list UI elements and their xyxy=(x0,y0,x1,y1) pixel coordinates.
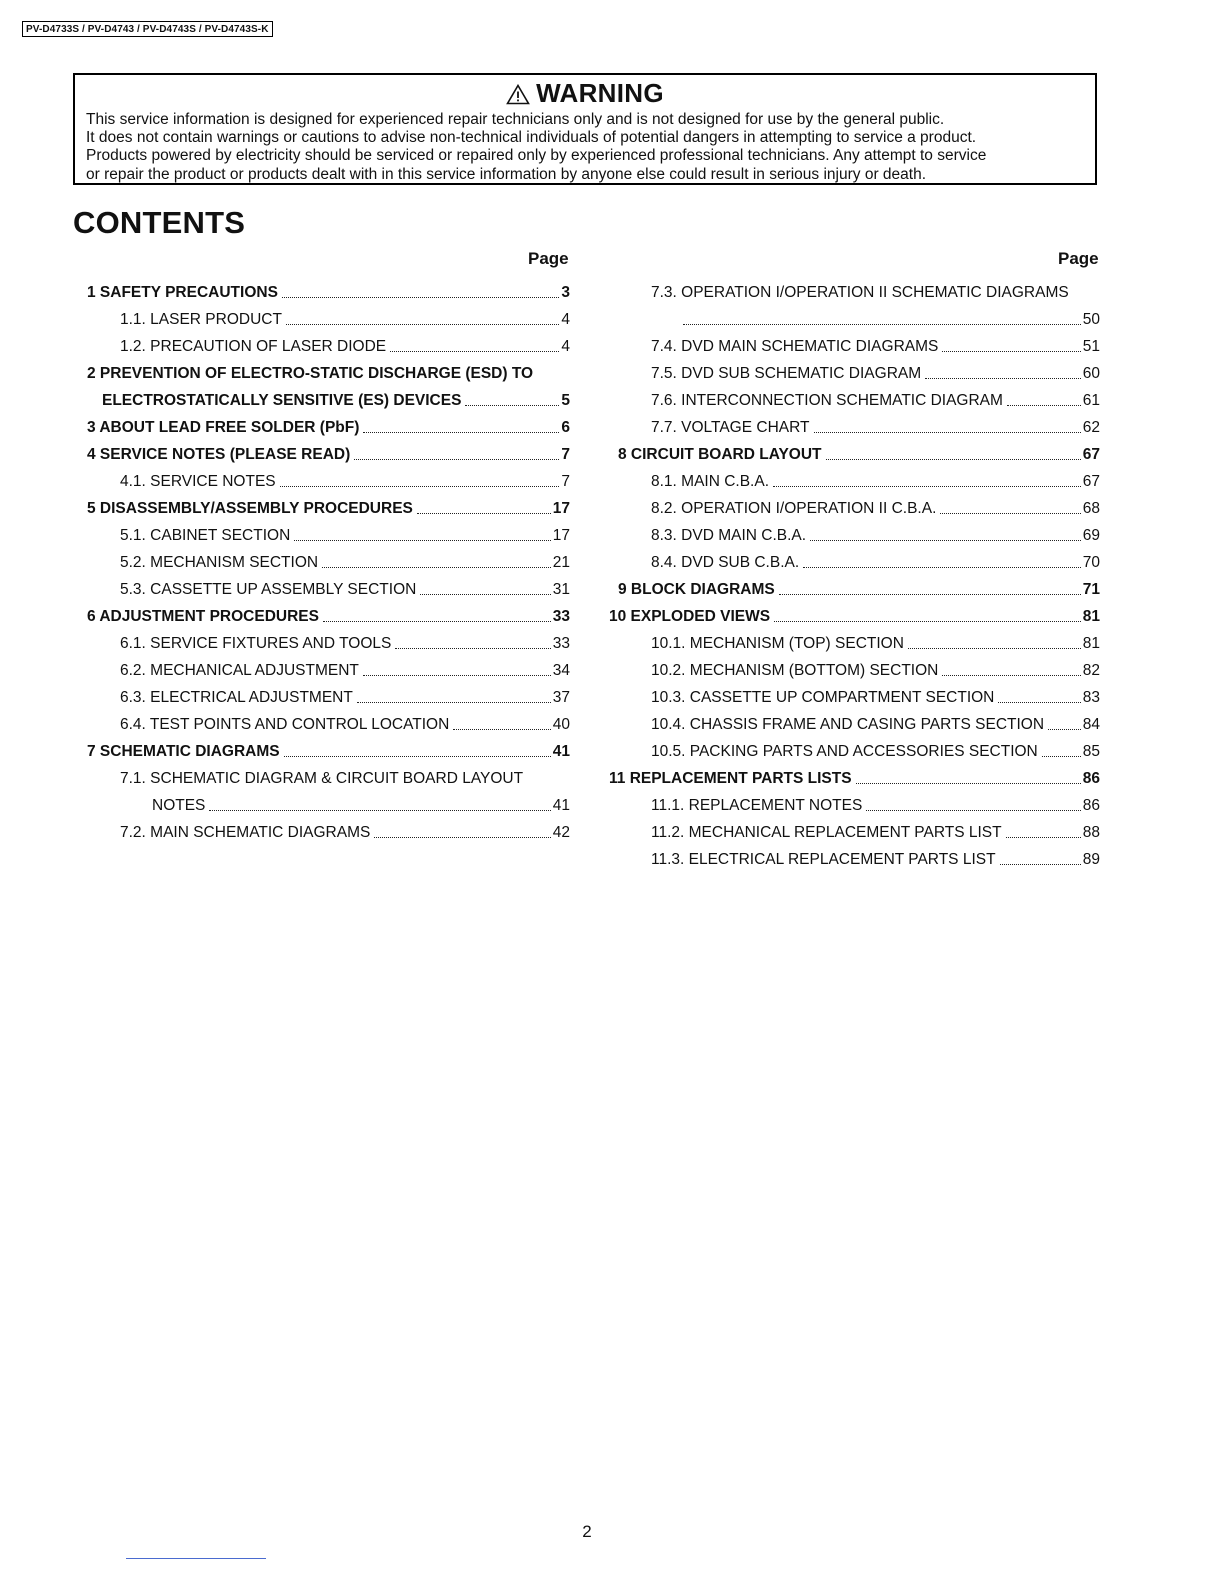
toc-entry-page: 71 xyxy=(1082,580,1100,598)
toc-entry[interactable] xyxy=(618,576,1100,603)
toc-entry[interactable] xyxy=(87,495,570,522)
toc-entry[interactable] xyxy=(651,846,1100,873)
toc-entry-page: 34 xyxy=(552,661,570,679)
toc-entry[interactable] xyxy=(120,711,570,738)
toc-dot-leader xyxy=(280,486,560,487)
warning-title-text: WARNING xyxy=(536,78,664,108)
toc-entry-page: 86 xyxy=(1082,796,1100,814)
toc-dot-leader xyxy=(856,783,1081,784)
toc-entry-label: 6.1. SERVICE FIXTURES AND TOOLS xyxy=(120,634,392,652)
toc-entry-page: 68 xyxy=(1082,499,1100,517)
toc-entry-page: 21 xyxy=(552,553,570,571)
toc-entry-page: 31 xyxy=(552,580,570,598)
toc-dot-leader xyxy=(1007,405,1081,406)
toc-entry-label: 11.2. MECHANICAL REPLACEMENT PARTS LIST xyxy=(651,823,1002,841)
toc-entry-label: 6 ADJUSTMENT PROCEDURES xyxy=(87,607,319,625)
toc-dot-leader xyxy=(998,702,1080,703)
toc-entry-label: 10 EXPLODED VIEWS xyxy=(609,607,771,625)
toc-dot-leader xyxy=(395,648,550,649)
toc-entry[interactable] xyxy=(120,684,570,711)
warning-text xyxy=(75,108,1095,184)
toc-entry-label: 1 SAFETY PRECAUTIONS xyxy=(87,283,278,301)
toc-entry[interactable] xyxy=(87,414,570,441)
page-column-label-left: Page xyxy=(528,249,569,268)
toc-entry-page: 6 xyxy=(561,418,570,436)
toc-entry[interactable] xyxy=(609,603,1100,630)
toc-entry[interactable] xyxy=(651,738,1100,765)
toc-entry-label: 7.3. OPERATION I/OPERATION II SCHEMATIC DIAGRAMS xyxy=(651,283,1069,301)
toc-entry[interactable] xyxy=(683,306,1100,333)
warning-line: Products powered by electricity should be serviced or repaired only by experienced professional technicians. Any attempt to service xyxy=(86,147,987,165)
toc-entry[interactable] xyxy=(120,630,570,657)
toc-entry-label: 10.5. PACKING PARTS AND ACCESSORIES SECTION xyxy=(651,742,1038,760)
toc-entry[interactable] xyxy=(120,657,570,684)
toc-entry-label: 7.4. DVD MAIN SCHEMATIC DIAGRAMS xyxy=(651,337,939,355)
model-header: PV-D4733S / PV-D4743 / PV-D4743S / PV-D4743S-K xyxy=(22,21,273,37)
toc-dot-leader xyxy=(803,567,1081,568)
toc-entry-label: 5.3. CASSETTE UP ASSEMBLY SECTION xyxy=(120,580,417,598)
toc-entry[interactable] xyxy=(120,819,570,846)
toc-dot-leader xyxy=(363,675,551,676)
toc-entry-label: 10.3. CASSETTE UP COMPARTMENT SECTION xyxy=(651,688,995,706)
toc-dot-leader xyxy=(374,837,550,838)
toc-entry-label: 8.2. OPERATION I/OPERATION II C.B.A. xyxy=(651,499,937,517)
toc-dot-leader xyxy=(390,351,559,352)
toc-entry-label: NOTES xyxy=(152,796,206,814)
toc-dot-leader xyxy=(284,756,551,757)
toc-entry-label: 7.6. INTERCONNECTION SCHEMATIC DIAGRAM xyxy=(651,391,1003,409)
toc-entry[interactable] xyxy=(651,414,1100,441)
toc-entry-page: 51 xyxy=(1082,337,1100,355)
toc-entry-label: 4 SERVICE NOTES (PLEASE READ) xyxy=(87,445,351,463)
toc-dot-leader xyxy=(942,351,1080,352)
toc-dot-leader xyxy=(465,405,559,406)
toc-entry-label: 7.7. VOLTAGE CHART xyxy=(651,418,810,436)
toc-dot-leader xyxy=(942,675,1080,676)
toc-entry-label: 7.1. SCHEMATIC DIAGRAM & CIRCUIT BOARD LAYOUT xyxy=(120,769,524,787)
toc-entry-label: 11.3. ELECTRICAL REPLACEMENT PARTS LIST xyxy=(651,850,996,868)
toc-entry[interactable] xyxy=(87,441,570,468)
toc-entry-page: 17 xyxy=(552,526,570,544)
toc-entry-page: 5 xyxy=(561,391,570,409)
toc-entry-page: 84 xyxy=(1082,715,1100,733)
toc-dot-leader xyxy=(810,540,1081,541)
toc-entry-page: 41 xyxy=(552,742,570,760)
toc-dot-leader xyxy=(282,297,559,298)
toc-entry-label: 10.4. CHASSIS FRAME AND CASING PARTS SECTION xyxy=(651,715,1045,733)
toc-dot-leader xyxy=(908,648,1081,649)
toc-entry-label: 4.1. SERVICE NOTES xyxy=(120,472,276,490)
toc-entry-page: 69 xyxy=(1082,526,1100,544)
toc-entry[interactable] xyxy=(152,792,570,819)
toc-entry-page: 61 xyxy=(1082,391,1100,409)
toc-entry-page: 50 xyxy=(1082,310,1100,328)
toc-entry-label: 1.1. LASER PRODUCT xyxy=(120,310,282,328)
toc-dot-leader xyxy=(779,594,1081,595)
toc-entry[interactable] xyxy=(102,387,570,414)
toc-dot-leader xyxy=(1048,729,1081,730)
toc-entry-page: 33 xyxy=(552,634,570,652)
toc-entry-label: 5.1. CABINET SECTION xyxy=(120,526,291,544)
toc-dot-leader xyxy=(209,810,550,811)
toc-entry[interactable] xyxy=(87,279,570,306)
warning-line: or repair the product or products dealt with in this service information by anyone else could result in serious injury or death. xyxy=(86,165,927,183)
toc-entry[interactable] xyxy=(120,333,570,360)
page-number: 2 xyxy=(582,1522,592,1541)
warning-line: This service information is designed for experienced repair technicians only and is not designed for use by the general public. xyxy=(86,111,945,128)
toc-entry-page: 81 xyxy=(1082,634,1100,652)
toc-dot-leader xyxy=(420,594,550,595)
toc-entry-page: 3 xyxy=(561,283,570,301)
toc-entry[interactable] xyxy=(651,387,1100,414)
toc-entry[interactable] xyxy=(651,333,1100,360)
toc-entry[interactable] xyxy=(651,360,1100,387)
toc-entry-label: 2 PREVENTION OF ELECTRO-STATIC DISCHARGE (ESD) TO xyxy=(87,364,534,382)
toc-entry-label: 7.5. DVD SUB SCHEMATIC DIAGRAM xyxy=(651,364,922,382)
toc-entry-page: 85 xyxy=(1082,742,1100,760)
footer-rule xyxy=(126,1558,266,1559)
toc-entry-label: 11 REPLACEMENT PARTS LISTS xyxy=(609,769,852,787)
toc-dot-leader xyxy=(1000,864,1081,865)
toc-dot-leader xyxy=(814,432,1081,433)
toc-dot-leader xyxy=(286,324,559,325)
toc-dot-leader xyxy=(354,459,559,460)
toc-dot-leader xyxy=(925,378,1081,379)
warning-box xyxy=(73,73,1097,185)
toc-entry-page: 7 xyxy=(561,445,570,463)
warning-triangle-icon xyxy=(506,84,530,105)
toc-entry[interactable] xyxy=(651,792,1100,819)
toc-entry[interactable] xyxy=(651,495,1100,522)
toc-dot-leader xyxy=(866,810,1080,811)
toc-entry[interactable] xyxy=(651,279,1100,306)
toc-entry-page: 70 xyxy=(1082,553,1100,571)
toc-entry-label: 8 CIRCUIT BOARD LAYOUT xyxy=(618,445,822,463)
toc-entry-page: 41 xyxy=(552,796,570,814)
toc-entry-label: 3 ABOUT LEAD FREE SOLDER (PbF) xyxy=(87,418,360,436)
toc-entry[interactable] xyxy=(609,765,1100,792)
toc-entry[interactable] xyxy=(651,711,1100,738)
toc-entry[interactable] xyxy=(651,819,1100,846)
toc-entry-page: 81 xyxy=(1082,607,1100,625)
toc-entry-page: 40 xyxy=(552,715,570,733)
toc-entry-label: 6.3. ELECTRICAL ADJUSTMENT xyxy=(120,688,353,706)
toc-entry-page: 67 xyxy=(1082,472,1100,490)
toc-entry-label: 5.2. MECHANISM SECTION xyxy=(120,553,319,571)
toc-dot-leader xyxy=(294,540,550,541)
toc-entry[interactable] xyxy=(120,522,570,549)
toc-entry-page: 89 xyxy=(1082,850,1100,868)
toc-dot-leader xyxy=(940,513,1080,514)
toc-dot-leader xyxy=(773,486,1081,487)
toc-entry-label: 8.4. DVD SUB C.B.A. xyxy=(651,553,800,571)
toc-dot-leader xyxy=(826,459,1081,460)
toc-entry-label: 10.2. MECHANISM (BOTTOM) SECTION xyxy=(651,661,939,679)
toc-dot-leader xyxy=(322,567,551,568)
toc-dot-leader xyxy=(1006,837,1081,838)
toc-entry-page: 62 xyxy=(1082,418,1100,436)
toc-entry-page: 86 xyxy=(1082,769,1100,787)
toc-entry-label: 8.1. MAIN C.B.A. xyxy=(651,472,770,490)
toc-entry-page: 83 xyxy=(1082,688,1100,706)
warning-line: It does not contain warnings or cautions to advise non-technical individuals of potential dangers in attempting to service a product. xyxy=(86,129,977,147)
toc-entry[interactable] xyxy=(87,603,570,630)
toc-entry[interactable] xyxy=(120,765,570,792)
contents-title: CONTENTS xyxy=(73,205,246,240)
toc-dot-leader xyxy=(323,621,551,622)
toc-entry-page: 4 xyxy=(561,337,570,355)
toc-dot-leader xyxy=(363,432,559,433)
toc-entry-label: 6.2. MECHANICAL ADJUSTMENT xyxy=(120,661,359,679)
toc-entry[interactable] xyxy=(651,468,1100,495)
toc-entry-label: 1.2. PRECAUTION OF LASER DIODE xyxy=(120,337,387,355)
toc-entry[interactable] xyxy=(120,306,570,333)
warning-title xyxy=(75,78,1095,108)
toc-dot-leader xyxy=(683,324,1081,325)
toc-entry[interactable] xyxy=(120,468,570,495)
toc-entry[interactable] xyxy=(651,549,1100,576)
toc-entry-page: 42 xyxy=(552,823,570,841)
toc-entry-page: 17 xyxy=(552,499,570,517)
toc-entry[interactable] xyxy=(120,549,570,576)
toc-entry-label: 5 DISASSEMBLY/ASSEMBLY PROCEDURES xyxy=(87,499,413,517)
toc-entry-page: 7 xyxy=(561,472,570,490)
toc-entry-page: 82 xyxy=(1082,661,1100,679)
toc-entry-label: 6.4. TEST POINTS AND CONTROL LOCATION xyxy=(120,715,450,733)
toc-entry-label: ELECTROSTATICALLY SENSITIVE (ES) DEVICES xyxy=(102,391,462,409)
toc-entry[interactable] xyxy=(651,684,1100,711)
toc-entry-label: 7 SCHEMATIC DIAGRAMS xyxy=(87,742,280,760)
toc-entry[interactable] xyxy=(120,576,570,603)
toc-entry-label: 10.1. MECHANISM (TOP) SECTION xyxy=(651,634,904,652)
toc-entry-label: 7.2. MAIN SCHEMATIC DIAGRAMS xyxy=(120,823,371,841)
toc-entry-page: 88 xyxy=(1082,823,1100,841)
page-column-label-right: Page xyxy=(1058,249,1099,268)
toc-entry-page: 4 xyxy=(561,310,570,328)
toc-dot-leader xyxy=(774,621,1081,622)
toc-entry-label: 8.3. DVD MAIN C.B.A. xyxy=(651,526,807,544)
toc-dot-leader xyxy=(417,513,551,514)
toc-dot-leader xyxy=(357,702,551,703)
toc-entry[interactable] xyxy=(651,657,1100,684)
toc-entry[interactable] xyxy=(651,630,1100,657)
toc-entry-page: 37 xyxy=(552,688,570,706)
toc-entry-label: 9 BLOCK DIAGRAMS xyxy=(618,580,775,598)
toc-dot-leader xyxy=(1042,756,1081,757)
toc-entry-page: 33 xyxy=(552,607,570,625)
toc-entry[interactable] xyxy=(87,360,570,387)
toc-entry[interactable] xyxy=(87,738,570,765)
toc-entry[interactable] xyxy=(651,522,1100,549)
toc-entry-page: 60 xyxy=(1082,364,1100,382)
toc-entry-label: 11.1. REPLACEMENT NOTES xyxy=(651,796,863,814)
toc-entry[interactable] xyxy=(618,441,1100,468)
toc-entry-page: 67 xyxy=(1082,445,1100,463)
toc-dot-leader xyxy=(453,729,550,730)
